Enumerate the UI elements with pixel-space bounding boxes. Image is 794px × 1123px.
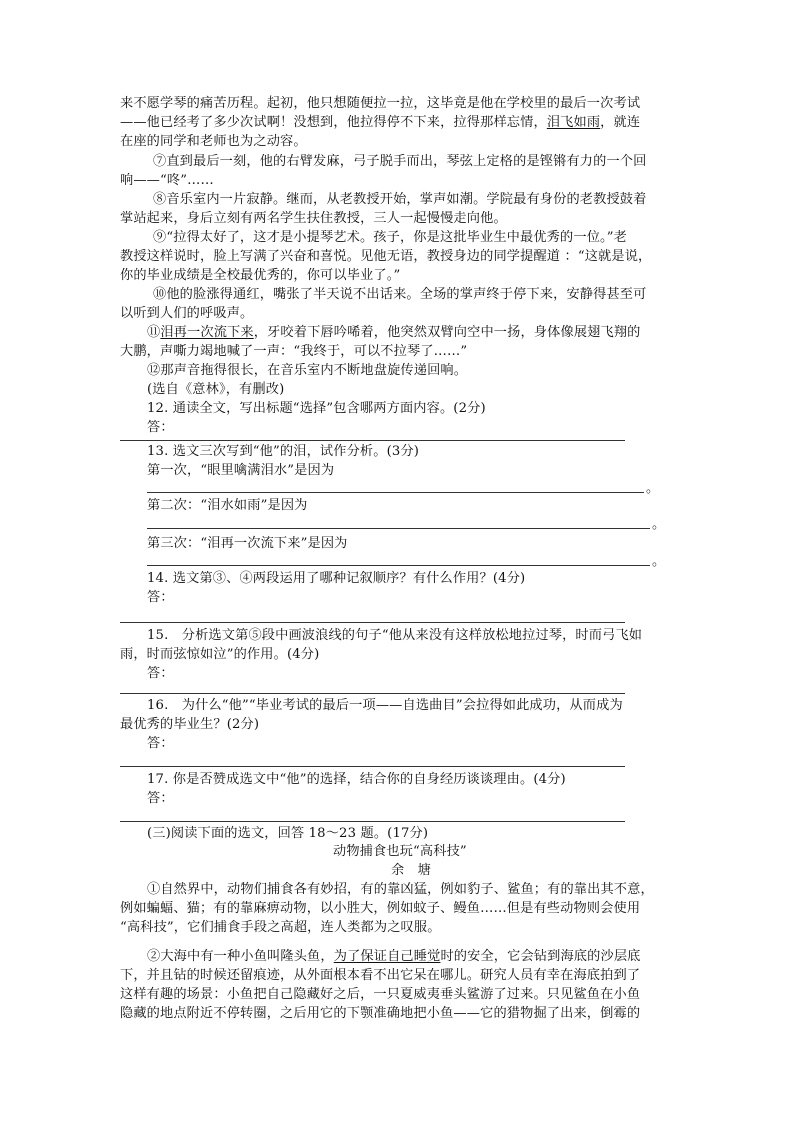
question-12: 12. 通读全文，写出标题“选择”包含哪两方面内容。(2分) (147, 401, 486, 416)
paragraph-11-cont: 大鹏，声嘶力竭地喊了一声：“我终于，可以不拉琴了……” (120, 344, 468, 359)
question-13-part-2: 第二次：“泪水如雨”是因为 (147, 498, 308, 513)
section-3-intro: (三)阅读下面的选文，回答 18～23 题。(17分) (147, 826, 429, 841)
answer-line[interactable] (120, 821, 625, 822)
article-paragraph-1: ①自然界中，动物们捕食各有妙招，有的靠凶猛，例如豹子、鲨鱼；有的靠出其不意， (147, 882, 654, 897)
answer-line[interactable] (147, 492, 644, 493)
underlined-phrase: 为了保证自己睡觉 (333, 949, 441, 964)
question-16-cont: 最优秀的毕业生？(2分) (120, 717, 260, 732)
article-paragraph-2: ②大海中有一种小鱼叫隆头鱼，为了保证自己睡觉时的安全，它会钻到海底的沙层底 (147, 949, 641, 964)
source-note: (选自《意林》，有删改) (147, 382, 285, 397)
period-mark: 。 (652, 517, 666, 532)
answer-line[interactable] (120, 622, 625, 623)
article-paragraph-2-cont: 下，并且钻的时候还留痕迹，从外面根本看不出它呆在哪儿。研究人员有幸在海底拍到了 (120, 968, 641, 983)
passage-line: ——他已经考了多少次试啊！没想到，他拉得停不下来，拉得那样忘情，泪飞如雨，就连 (120, 115, 641, 130)
paragraph-9-cont: 你的毕业成绩是全校最优秀的，你可以毕业了。” (120, 268, 401, 283)
paragraph-10: ⑩他的脸涨得通红，嘴张了半天说不出话来。全场的掌声终于停下来，安静得甚至可 (153, 287, 647, 302)
question-15-cont: 雨，时而弦惊如泣”的作用。(4分) (120, 647, 320, 662)
answer-label: 答： (147, 420, 174, 435)
answer-line[interactable] (120, 693, 625, 694)
period-mark: 。 (652, 554, 666, 569)
underlined-phrase: 泪飞如雨 (546, 115, 601, 130)
question-13-part-3: 第三次：“泪再一次流下来”是因为 (147, 536, 348, 551)
article-paragraph-2-cont: 隐藏的地点附近不停转圈，之后用它的下颚准确地把小鱼——它的猎物掘了出来，倒霉的 (120, 1006, 641, 1021)
question-17: 17. 你是否赞成选文中“他”的选择，结合你的自身经历谈谈理由。(4分) (147, 772, 566, 787)
question-15: 15. 分析选文第⑤段中画波浪线的句子“他从来没有这样放松地拉过琴，时而弓飞如 (147, 628, 643, 643)
passage-line: 来不愿学琴的痛苦历程。起初，他只想随便拉一拉，这毕竟是他在学校里的最后一次考试 (120, 96, 641, 111)
article-paragraph-1-cont: 例如蝙蝠、猫；有的靠麻痹动物，以小胜大，例如蚊子、鳗鱼……但是有些动物则会使用 (120, 901, 641, 916)
paragraph-12: ⑫那声音拖得很长，在音乐室内不断地盘旋传递回响。 (147, 363, 468, 378)
article-paragraph-1-cont: “高科技”，它们捕食手段之高超，连人类都为之叹服。 (120, 920, 441, 935)
article-title: 动物捕食也玩“高科技” (333, 844, 467, 859)
answer-line[interactable] (147, 528, 650, 529)
question-16: 16. 为什么“他”“毕业考试的最后一项——自选曲目”会拉得如此成功，从而成为 (147, 698, 623, 713)
paragraph-11: ⑪泪再一次流下来，牙咬着下唇吟唏着，他突然双臂向空中一扬，身体像展翅飞翔的 (147, 325, 641, 340)
paragraph-8: ⑧音乐室内一片寂静。继而，从老教授开始，掌声如潮。学院最有身份的老教授鼓着 (153, 192, 647, 207)
passage-line: 在座的同学和老师也为之动容。 (120, 134, 307, 149)
paragraph-7-cont: 响——“咚”…… (120, 173, 214, 188)
answer-line[interactable] (120, 440, 625, 441)
paragraph-8-cont: 掌站起来，身后立刻有两名学生扶住教授，三人一起慢慢走向他。 (120, 211, 507, 226)
answer-label: 答： (147, 736, 174, 751)
answer-label: 答： (147, 666, 174, 681)
question-13: 13. 选文三次写到“他”的泪，试作分析。(3分) (147, 444, 420, 459)
paragraph-9: ⑨“拉得太好了，这才是小提琴艺术。孩子，你是这批毕业生中最优秀的一位。”老 (153, 230, 627, 245)
answer-label: 答： (147, 791, 174, 806)
answer-label: 答： (147, 590, 174, 605)
underlined-phrase: 泪再一次流下来 (160, 325, 254, 340)
question-14: 14. 选文第③、④两段运用了哪种记叙顺序？有什么作用？(4分) (147, 571, 526, 586)
article-paragraph-2-cont: 这样有趣的场景：小鱼把自己隐藏好之后，一只夏威夷垂头鲨游了过来。只见鲨鱼在小鱼 (120, 987, 641, 1002)
paragraph-10-cont: 以听到人们的呼吸声。 (120, 306, 254, 321)
answer-line[interactable] (147, 565, 650, 566)
paragraph-9-cont: 教授这样说时，脸上写满了兴奋和喜悦。见他无语，教授身边的同学提醒道 ：“这就是说， (120, 249, 652, 264)
period-mark: 。 (646, 481, 660, 496)
answer-line[interactable] (120, 766, 625, 767)
article-author: 余 塘 (391, 863, 432, 878)
question-13-part-1: 第一次，“眼里噙满泪水”是因为 (147, 463, 335, 478)
paragraph-7: ⑦直到最后一刻，他的右臂发麻，弓子脱手而出，琴弦上定格的是铿锵有力的一个回 (153, 154, 647, 169)
